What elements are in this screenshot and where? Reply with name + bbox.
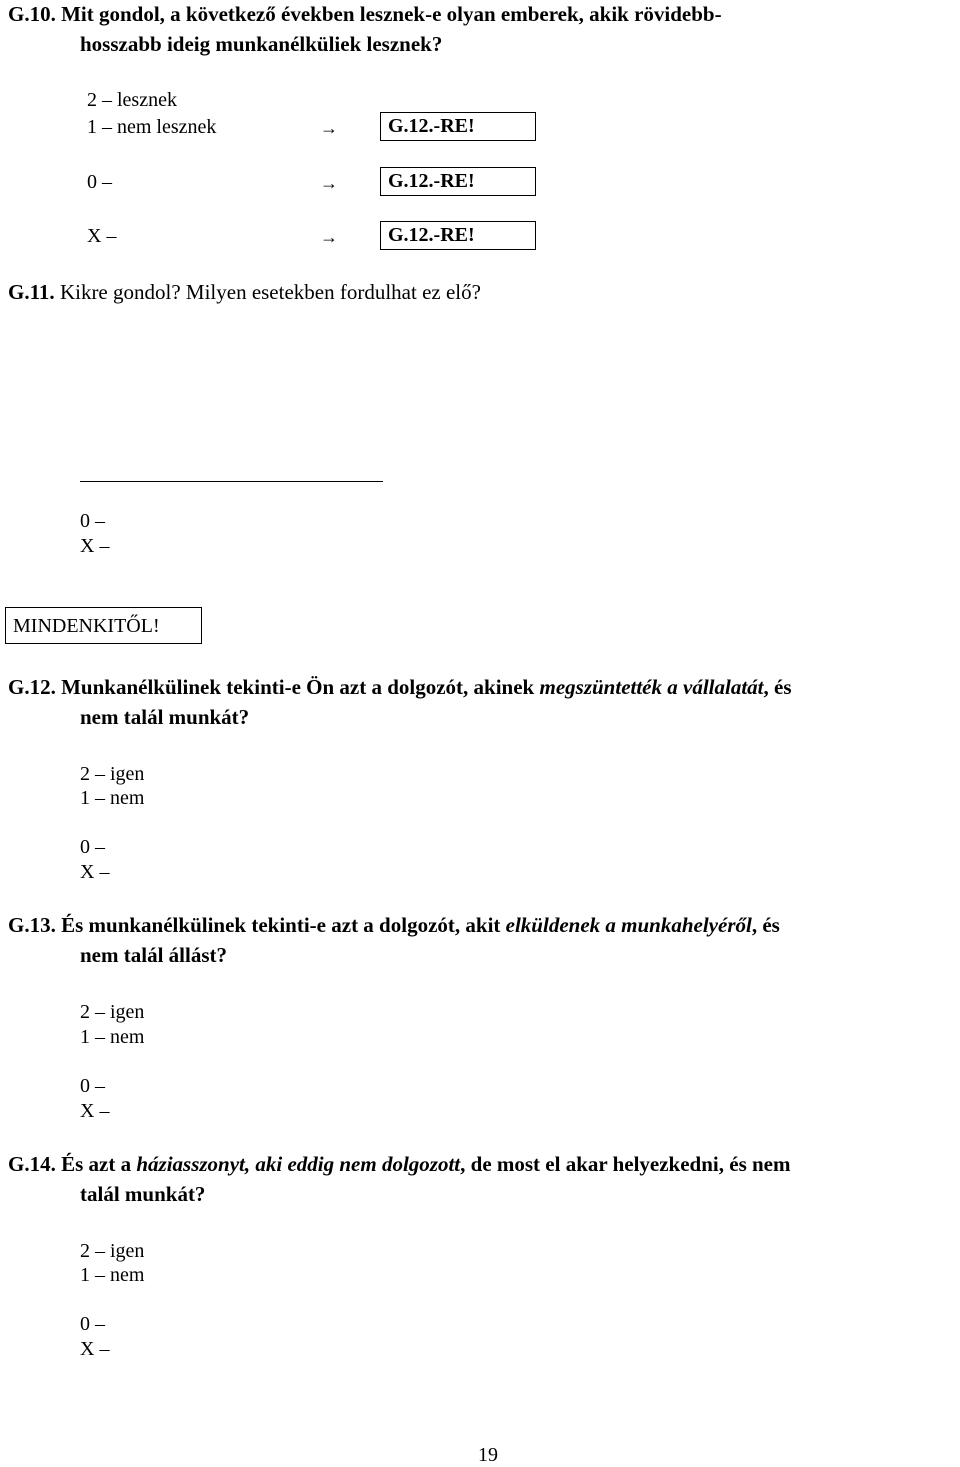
g14-number: G.14. <box>8 1152 56 1176</box>
answer-line[interactable] <box>80 481 383 482</box>
g12-text-line2: nem talál munkát? <box>80 705 250 729</box>
g12-question <box>8 675 792 699</box>
g13-text-before: És munkanélkülinek tekinti-e azt a dolgozót, akit <box>61 913 506 937</box>
g10-text-line2: hosszabb ideig munkanélküliek lesznek? <box>80 32 443 56</box>
arrow-icon: → <box>320 227 338 247</box>
g10-number: G.10. <box>8 2 56 26</box>
g14-text-after: , de most el akar helyezkedni, és nem <box>460 1152 791 1176</box>
g10-option-x[interactable]: X – <box>87 225 117 247</box>
g12-option-1[interactable]: 1 – nem <box>80 787 145 809</box>
goto-box: G.12.-RE! <box>380 112 536 141</box>
g13-text-after: , és <box>751 913 780 937</box>
goto-box: G.12.-RE! <box>380 221 536 250</box>
g11-option-0[interactable]: 0 – <box>80 510 105 532</box>
g12-option-2[interactable]: 2 – igen <box>80 763 145 785</box>
g13-text-line2: nem talál állást? <box>80 943 227 967</box>
g12-option-0[interactable]: 0 – <box>80 836 105 858</box>
g12-text-before: Munkanélkülinek tekinti-e Ön azt a dolgozót, akinek <box>61 675 540 699</box>
g14-option-0[interactable]: 0 – <box>80 1313 105 1335</box>
g14-option-x[interactable]: X – <box>80 1338 110 1360</box>
page-number: 19 <box>478 1444 498 1466</box>
g13-option-x[interactable]: X – <box>80 1100 110 1122</box>
g12-number: G.12. <box>8 675 56 699</box>
arrow-icon: → <box>320 118 338 138</box>
g11-option-x[interactable]: X – <box>80 535 110 557</box>
g10-question <box>8 2 722 26</box>
g13-option-2[interactable]: 2 – igen <box>80 1001 145 1023</box>
g12-text-italic: megszüntették a vállalatát <box>539 675 764 699</box>
g10-option-1[interactable]: 1 – nem lesznek <box>87 116 217 138</box>
g11-number: G.11. <box>8 280 55 304</box>
arrow-icon: → <box>320 173 338 193</box>
g13-text-italic: elküldenek a munkahelyéről <box>505 913 752 937</box>
g14-text-line2: talál munkát? <box>80 1182 206 1206</box>
goto-box: G.12.-RE! <box>380 167 536 196</box>
g12-option-x[interactable]: X – <box>80 861 110 883</box>
g13-option-0[interactable]: 0 – <box>80 1075 105 1097</box>
g12-text-after: , és <box>763 675 792 699</box>
g14-option-2[interactable]: 2 – igen <box>80 1240 145 1262</box>
instruction-box: MINDENKITŐL! <box>5 607 202 644</box>
g14-text-italic: háziasszonyt, aki eddig nem dolgozott <box>136 1152 461 1176</box>
g11-question <box>8 280 481 304</box>
g10-text-line1: Mit gondol, a következő években lesznek-e olyan emberek, akik rövidebb- <box>61 2 722 26</box>
g14-question <box>8 1152 790 1176</box>
g14-text-before: És azt a <box>61 1152 137 1176</box>
g13-question <box>8 913 780 937</box>
g13-number: G.13. <box>8 913 56 937</box>
g13-option-1[interactable]: 1 – nem <box>80 1026 145 1048</box>
g14-option-1[interactable]: 1 – nem <box>80 1264 145 1286</box>
g11-text: Kikre gondol? Milyen esetekben fordulhat ez elő? <box>59 280 481 304</box>
g10-option-0[interactable]: 0 – <box>87 171 112 193</box>
g10-option-2[interactable]: 2 – lesznek <box>87 89 177 111</box>
